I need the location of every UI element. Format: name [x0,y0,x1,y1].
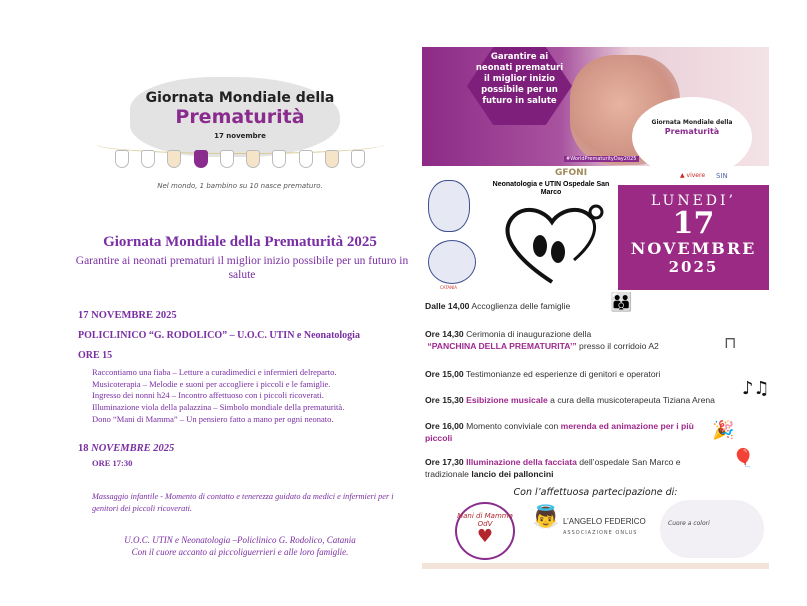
logo-title-accent: Prematurità [175,106,305,128]
angelo-federico-subtitle: ASSOCIAZIONE ONLUS [563,530,638,536]
footer-line-1: U.O.C. UTIN e Neonatologia –Policlinico G. Rodolico, Catania [124,535,356,545]
hashtag: #WorldPrematurityDay2025 [566,156,637,162]
banner-badge-accent: Prematurità [664,127,720,136]
footer-bar [422,563,769,569]
day1-activities [92,367,344,426]
music-notes-icon: ♪♫ [742,378,770,399]
cuore-a-colori-logo: Cuore a colori [660,500,764,558]
world-prematurity-day-logo [90,72,390,202]
city-crest-logo [428,180,470,232]
schedule-item: Ore 14,30 Cerimonia di inaugurazione della “PANCHINA DELLA PREMATURITA’” presso il corridoio A2 [425,329,659,351]
balloons-icon: 🎈 [732,448,755,469]
activity-item: Illuminazione viola della palazzina – Simbolo mondiale della prematurità. [92,402,345,413]
banner-badge-title: Giornata Mondiale della [651,119,733,126]
partners-label: Con l’affettuosa partecipazione di: [513,487,678,498]
date-number: 17 [672,206,715,241]
angel-icon: 👼 [532,505,560,530]
heart-stethoscope-logo [492,178,612,290]
date-day: LUNEDI’ [650,193,736,209]
schedule-item: Ore 15,30 Esibizione musicale a cura della musicoterapeuta Tiziana Arena [425,395,715,405]
schedule-item: Ore 16,00 Momento conviviale con merenda ed animazione per i più piccoli [425,421,694,443]
heart-logo-text: Neonatologia e UTIN Ospedale San Marco [492,181,610,196]
mani-di-mamma-logo: Mani di Mamma OdV ♥ [455,502,515,560]
angelo-federico-logo: L’ANGELO FEDERICO [563,517,646,526]
day2-description: Massaggio infantile - Momento di contatto e tenerezza guidato da medici e infermieri per i genitori dei piccoli ricoverati. [92,492,394,513]
date-box [618,185,769,290]
schedule-item: Ore 17,30 Illuminazione della facciata dell’ospedale San Marco e tradizionale lancio dei palloncini [425,457,681,479]
seal-caption: CATANIA [440,285,457,290]
banner-image [422,47,769,166]
activity-item: Musicoterapia – Melodie e suoni per accogliere i piccoli e le famiglie. [92,378,331,389]
day1-place: POLICLINICO “G. RODOLICO” – U.O.C. UTIN e Neonatologia [78,330,360,341]
sin-logo: SIN [716,172,728,180]
party-popper-icon: 🎉 [712,420,735,441]
schedule-item: Dalle 14,00 Accoglienza delle famiglie [425,301,571,311]
logo-date: 17 novembre [214,132,266,140]
subtitle: Garantire ai neonati prematuri il miglior inizio possibile per un futuro in salute [75,255,409,281]
day1-date: 17 NOVEMBRE 2025 [78,310,177,321]
date-month: NOVEMBRE [630,239,757,258]
bench-icon: ⊓ [724,333,737,352]
main-title: Giornata Mondiale della Prematurità 2025 [103,234,377,250]
activity-item: Raccontiamo una fiaba – Letture a curadimedici e infermieri delreparto. [92,367,337,377]
gfoni-logo: GFONI [555,168,588,178]
vivere-logo: ▲ vivere [680,172,706,179]
day1-time: ORE 15 [78,350,113,361]
activity-item: Ingresso dei nonni h24 – Incontro affettuoso con i piccoli ricoverati. [92,390,324,401]
day2-date: 18 NOVEMBRE 2025 [78,443,175,454]
day2-time: ORE 17:30 [92,458,133,468]
family-icon: 👪 [610,292,633,313]
footer-line-2: Con il cuore accanto ai piccoliguerrieri e alle loro famiglie. [131,547,349,557]
banner-text: Garantire ai neonati prematuri il miglior inizio possibile per un futuro in salute [475,52,564,106]
hospital-seal-logo [428,240,476,284]
activity-item: Dono “Mani di Mamma” – Un pensiero fatto a mano per ogni neonato. [92,413,334,424]
socks-row [115,150,365,168]
logo-title: Giornata Mondiale della [145,90,335,106]
logo-tagline: Nel mondo, 1 bambino su 10 nasce prematuro. [157,182,323,190]
date-year: 2025 [668,258,719,276]
schedule-item: Ore 15,00 Testimonianze ed esperienze di genitori e operatori [425,369,661,379]
